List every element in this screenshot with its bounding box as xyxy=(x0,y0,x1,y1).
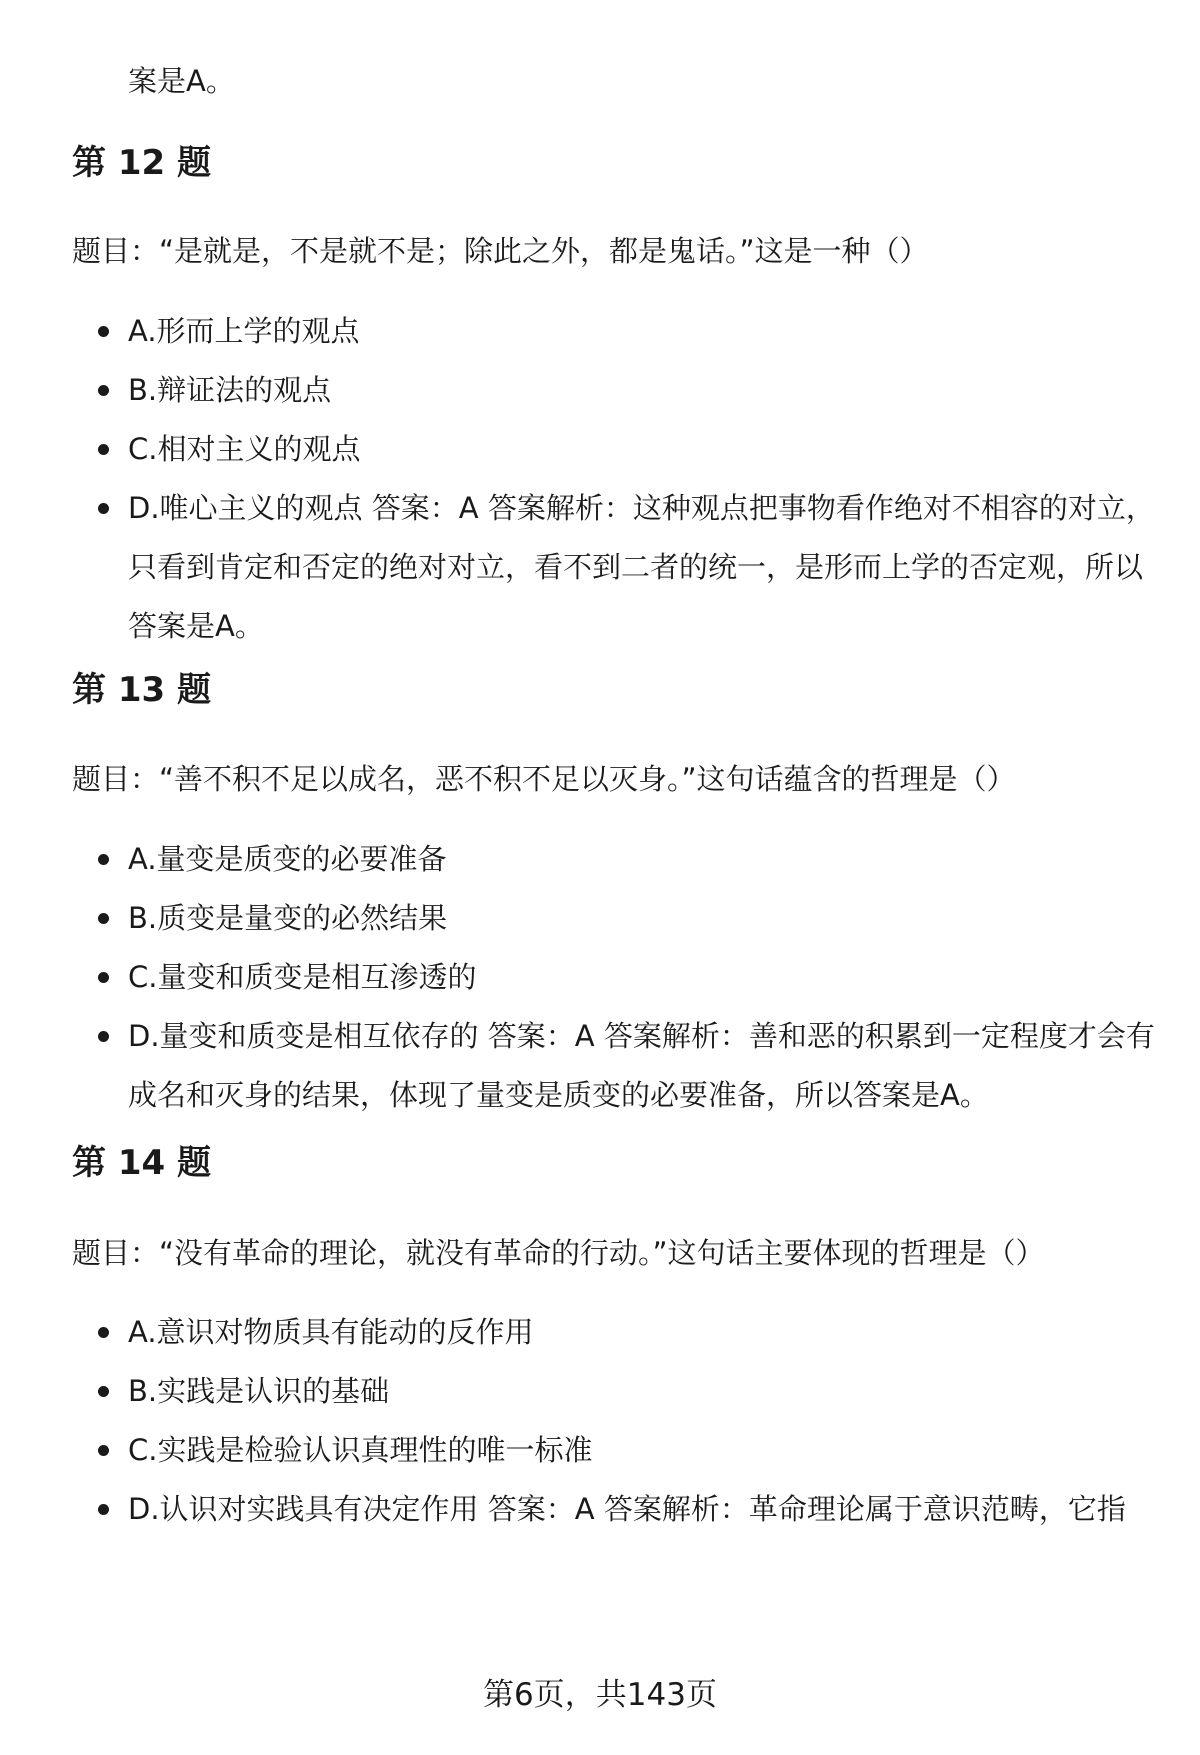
option-text: D.量变和质变是相互依存的 答案：A 答案解析：善和恶的积累到一定程度才会有成名和灭身的结果，体现了量变是质变的必要准备，所以答案是A。 xyxy=(128,1019,1155,1112)
option-item xyxy=(0,1421,1200,1480)
bullet-icon xyxy=(98,1386,109,1397)
option-item xyxy=(0,302,1200,361)
option-item xyxy=(0,889,1200,948)
page-number-footer: 第6页，共143页 xyxy=(483,1677,717,1713)
option-item xyxy=(0,361,1200,420)
continuation-text: 案是A。 xyxy=(128,64,235,98)
bullet-icon xyxy=(98,326,109,337)
bullet-icon xyxy=(98,444,109,455)
option-text: B.实践是认识的基础 xyxy=(128,1374,390,1408)
question-12-options xyxy=(0,302,1200,656)
option-text: D.唯心主义的观点 答案：A 答案解析：这种观点把事物看作绝对不相容的对立，只看到肯定和否定的绝对对立，看不到二者的统一，是形而上学的否定观，所以答案是A。 xyxy=(128,491,1155,643)
option-item xyxy=(0,420,1200,479)
option-text: D.认识对实践具有决定作用 答案：A 答案解析：革命理论属于意识范畴，它指 xyxy=(128,1492,1126,1526)
bullet-icon xyxy=(98,913,109,924)
bullet-icon xyxy=(98,972,109,983)
option-text: C.实践是检验认识真理性的唯一标准 xyxy=(128,1433,593,1467)
bullet-icon xyxy=(98,1031,109,1042)
option-item xyxy=(0,1007,1200,1125)
bullet-icon xyxy=(98,854,109,865)
option-item xyxy=(0,1480,1200,1539)
question-13-heading: 第 13 题 xyxy=(72,670,211,710)
bullet-icon xyxy=(98,1445,109,1456)
bullet-icon xyxy=(98,1504,109,1515)
question-14-stem: 题目：“没有革命的理论，就没有革命的行动。”这句话主要体现的哲理是（） xyxy=(72,1236,1045,1270)
option-text: A.意识对物质具有能动的反作用 xyxy=(128,1315,534,1349)
option-text: A.形而上学的观点 xyxy=(128,314,360,348)
question-14-options xyxy=(0,1303,1200,1539)
option-item xyxy=(0,1362,1200,1421)
option-text: B.辩证法的观点 xyxy=(128,373,332,407)
option-item xyxy=(0,948,1200,1007)
option-text: C.相对主义的观点 xyxy=(128,432,361,466)
option-text: C.量变和质变是相互渗透的 xyxy=(128,960,477,994)
bullet-icon xyxy=(98,385,109,396)
option-item xyxy=(0,830,1200,889)
option-item xyxy=(0,1303,1200,1362)
bullet-icon xyxy=(98,1327,109,1338)
option-text: B.质变是量变的必然结果 xyxy=(128,901,448,935)
question-13-options xyxy=(0,830,1200,1125)
bullet-icon xyxy=(98,503,109,514)
question-14-heading: 第 14 题 xyxy=(72,1143,211,1183)
question-12-heading: 第 12 题 xyxy=(72,143,211,183)
option-text: A.量变是质变的必要准备 xyxy=(128,842,447,876)
option-item xyxy=(0,479,1200,656)
question-13-stem: 题目：“善不积不足以成名，恶不积不足以灭身。”这句话蕴含的哲理是（） xyxy=(72,762,1016,796)
question-12-stem: 题目：“是就是，不是就不是；除此之外，都是鬼话。”这是一种（） xyxy=(72,234,929,268)
